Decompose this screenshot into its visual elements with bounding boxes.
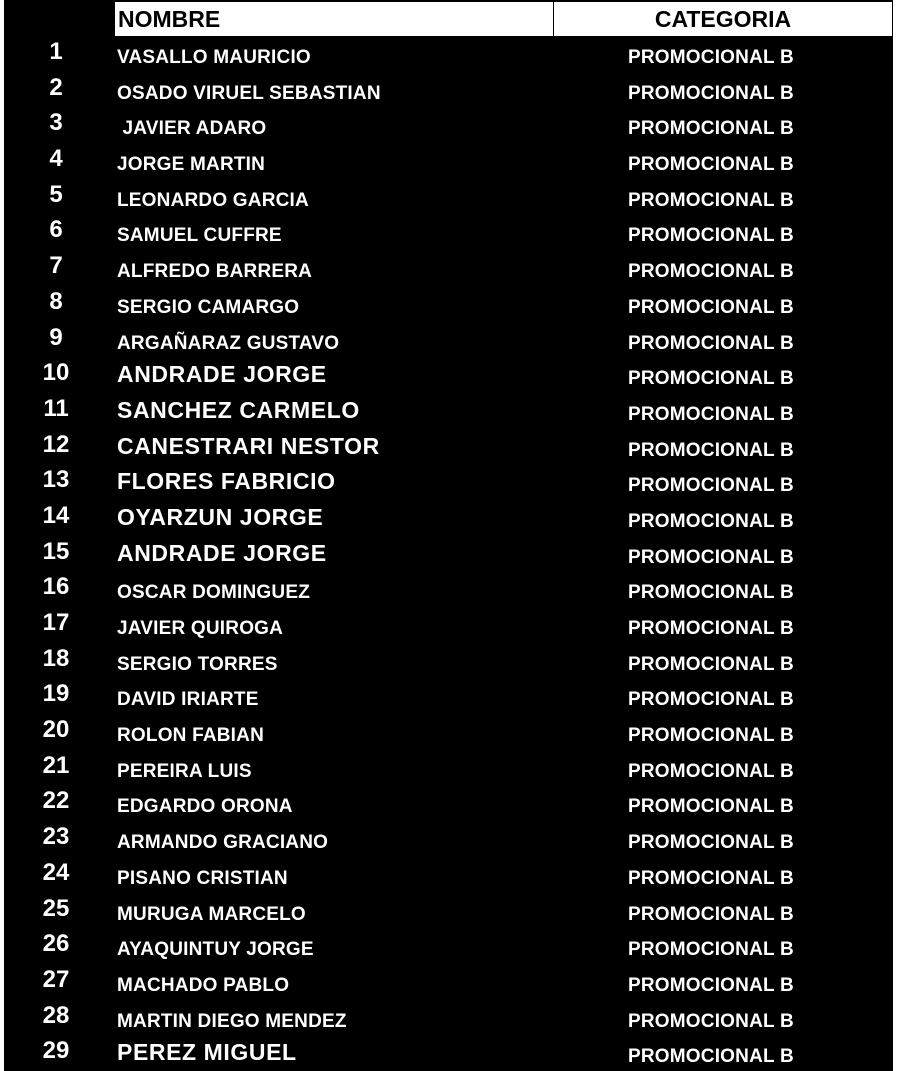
row-category[interactable]: PROMOCIONAL B: [628, 618, 794, 639]
table-row[interactable]: [0, 393, 900, 429]
row-category[interactable]: PROMOCIONAL B: [628, 689, 794, 711]
table-row[interactable]: [0, 536, 900, 572]
row-number: 25: [42, 894, 70, 922]
row-number: 10: [42, 359, 70, 387]
row-number: 18: [42, 644, 70, 672]
row-category[interactable]: PROMOCIONAL B: [628, 725, 794, 747]
row-name[interactable]: AYAQUINTUY JORGE: [117, 939, 314, 961]
row-number: 5: [49, 180, 63, 208]
row-number: 13: [42, 466, 70, 494]
row-name[interactable]: ANDRADE JORGE: [117, 539, 327, 566]
row-number: 28: [42, 1001, 70, 1029]
row-category[interactable]: PROMOCIONAL B: [628, 546, 794, 568]
row-category[interactable]: PROMOCIONAL B: [628, 154, 794, 176]
table-row[interactable]: [0, 179, 900, 215]
row-number: 23: [42, 823, 70, 851]
row-name[interactable]: FLORES FABRICIO: [117, 468, 336, 495]
row-name[interactable]: ARMANDO GRACIANO: [117, 832, 329, 854]
row-name[interactable]: LEONARDO GARCIA: [117, 189, 309, 211]
row-number: 24: [42, 858, 70, 886]
row-name[interactable]: MARTIN DIEGO MENDEZ: [117, 1010, 347, 1032]
table-row[interactable]: [0, 857, 900, 893]
row-number: 14: [42, 501, 70, 529]
table-row[interactable]: [0, 1035, 900, 1071]
table-row[interactable]: [0, 714, 900, 750]
table-row[interactable]: [0, 607, 900, 643]
row-category[interactable]: PROMOCIONAL B: [628, 903, 794, 925]
row-number: 19: [42, 680, 70, 708]
row-number: 3: [49, 109, 63, 137]
row-category[interactable]: PROMOCIONAL B: [628, 867, 794, 889]
row-number: 16: [42, 573, 70, 601]
row-category[interactable]: PROMOCIONAL B: [628, 1010, 794, 1032]
row-category[interactable]: PROMOCIONAL B: [628, 189, 794, 211]
row-number: 11: [43, 394, 69, 422]
row-category[interactable]: PROMOCIONAL B: [628, 760, 794, 782]
row-category[interactable]: PROMOCIONAL B: [628, 475, 794, 497]
table-row[interactable]: [0, 357, 900, 393]
row-name[interactable]: OSADO VIRUEL SEBASTIAN: [117, 82, 381, 104]
row-name[interactable]: MURUGA MARCELO: [117, 903, 306, 925]
table-row[interactable]: [0, 107, 900, 143]
row-number: 1: [49, 38, 63, 65]
row-category[interactable]: PROMOCIONAL B: [628, 261, 794, 283]
row-number: 17: [42, 609, 70, 636]
row-number: 2: [49, 73, 63, 101]
row-name[interactable]: JORGE MARTIN: [117, 154, 266, 176]
row-number: 20: [42, 716, 70, 744]
header-categoria[interactable]: CATEGORIA: [654, 6, 792, 32]
row-category[interactable]: PROMOCIONAL B: [628, 582, 794, 604]
table-row[interactable]: [0, 72, 900, 108]
row-number: 29: [42, 1037, 70, 1065]
row-name[interactable]: JAVIER QUIROGA: [117, 618, 284, 639]
row-name[interactable]: JAVIER ADARO: [117, 118, 267, 140]
row-category[interactable]: PROMOCIONAL B: [628, 47, 794, 68]
table-row[interactable]: [0, 893, 900, 929]
header-nombre[interactable]: NOMBRE: [115, 2, 554, 36]
row-number: 9: [49, 323, 63, 351]
row-name[interactable]: PISANO CRISTIAN: [117, 867, 288, 889]
row-number: 6: [49, 216, 63, 244]
table-row[interactable]: [0, 250, 900, 286]
row-name[interactable]: PEREZ MIGUEL: [117, 1039, 297, 1066]
row-name[interactable]: ARGAÑARAZ GUSTAVO: [117, 332, 340, 354]
row-number: 8: [49, 287, 63, 315]
row-name[interactable]: SAMUEL CUFFRE: [117, 225, 282, 247]
row-category[interactable]: PROMOCIONAL B: [628, 332, 794, 354]
row-number: 4: [49, 145, 63, 173]
row-number: 27: [42, 965, 70, 993]
table-row[interactable]: [0, 1000, 900, 1036]
row-name[interactable]: VASALLO MAURICIO: [117, 47, 311, 68]
row-name[interactable]: CANESTRARI NESTOR: [117, 432, 380, 459]
table-row[interactable]: [0, 464, 900, 500]
table-row[interactable]: [0, 643, 900, 679]
table-row[interactable]: [0, 143, 900, 179]
row-category[interactable]: PROMOCIONAL B: [628, 296, 794, 318]
row-name[interactable]: SERGIO TORRES: [117, 653, 278, 675]
table-row[interactable]: [0, 500, 900, 536]
row-category[interactable]: PROMOCIONAL B: [628, 118, 794, 140]
row-number: 12: [42, 430, 70, 458]
table-row[interactable]: [0, 678, 900, 714]
table-row[interactable]: [0, 214, 900, 250]
row-name[interactable]: SERGIO CAMARGO: [117, 296, 300, 318]
table-row[interactable]: [0, 322, 900, 358]
row-name[interactable]: SANCHEZ CARMELO: [117, 396, 360, 423]
row-name[interactable]: OSCAR DOMINGUEZ: [117, 582, 310, 604]
table-header: [114, 1, 893, 37]
row-number: 15: [42, 537, 70, 565]
row-category[interactable]: PROMOCIONAL B: [628, 832, 794, 854]
table-row[interactable]: [0, 964, 900, 1000]
row-name[interactable]: DAVID IRIARTE: [117, 689, 259, 711]
row-name[interactable]: EDGARDO ORONA: [117, 796, 293, 818]
table-body: [0, 36, 900, 1071]
row-category[interactable]: PROMOCIONAL B: [628, 439, 794, 461]
table-row[interactable]: [0, 821, 900, 857]
table-row[interactable]: [0, 571, 900, 607]
row-name[interactable]: ANDRADE JORGE: [117, 361, 327, 388]
row-name[interactable]: OYARZUN JORGE: [117, 503, 324, 530]
table-row[interactable]: [0, 785, 900, 821]
row-name[interactable]: ALFREDO BARRERA: [117, 261, 313, 283]
row-category[interactable]: PROMOCIONAL B: [628, 403, 794, 425]
row-category[interactable]: PROMOCIONAL B: [628, 939, 794, 961]
row-category[interactable]: PROMOCIONAL B: [628, 796, 794, 818]
table-row[interactable]: [0, 429, 900, 465]
row-number: 7: [49, 252, 63, 280]
table-row[interactable]: [0, 928, 900, 964]
row-category[interactable]: PROMOCIONAL B: [628, 225, 794, 247]
table-row[interactable]: [0, 36, 900, 72]
row-name[interactable]: PEREIRA LUIS: [117, 760, 252, 782]
row-number: 26: [42, 930, 70, 958]
row-name[interactable]: ROLON FABIAN: [117, 725, 265, 747]
row-number: 21: [42, 751, 70, 779]
row-name[interactable]: MACHADO PABLO: [117, 974, 290, 996]
row-category[interactable]: PROMOCIONAL B: [628, 1046, 794, 1068]
row-category[interactable]: PROMOCIONAL B: [628, 974, 794, 996]
row-category[interactable]: PROMOCIONAL B: [628, 510, 794, 532]
row-category[interactable]: PROMOCIONAL B: [628, 82, 794, 104]
table-row[interactable]: [0, 750, 900, 786]
row-number: 22: [42, 787, 70, 815]
row-category[interactable]: PROMOCIONAL B: [628, 368, 794, 390]
table-row[interactable]: [0, 286, 900, 322]
row-category[interactable]: PROMOCIONAL B: [628, 653, 794, 675]
